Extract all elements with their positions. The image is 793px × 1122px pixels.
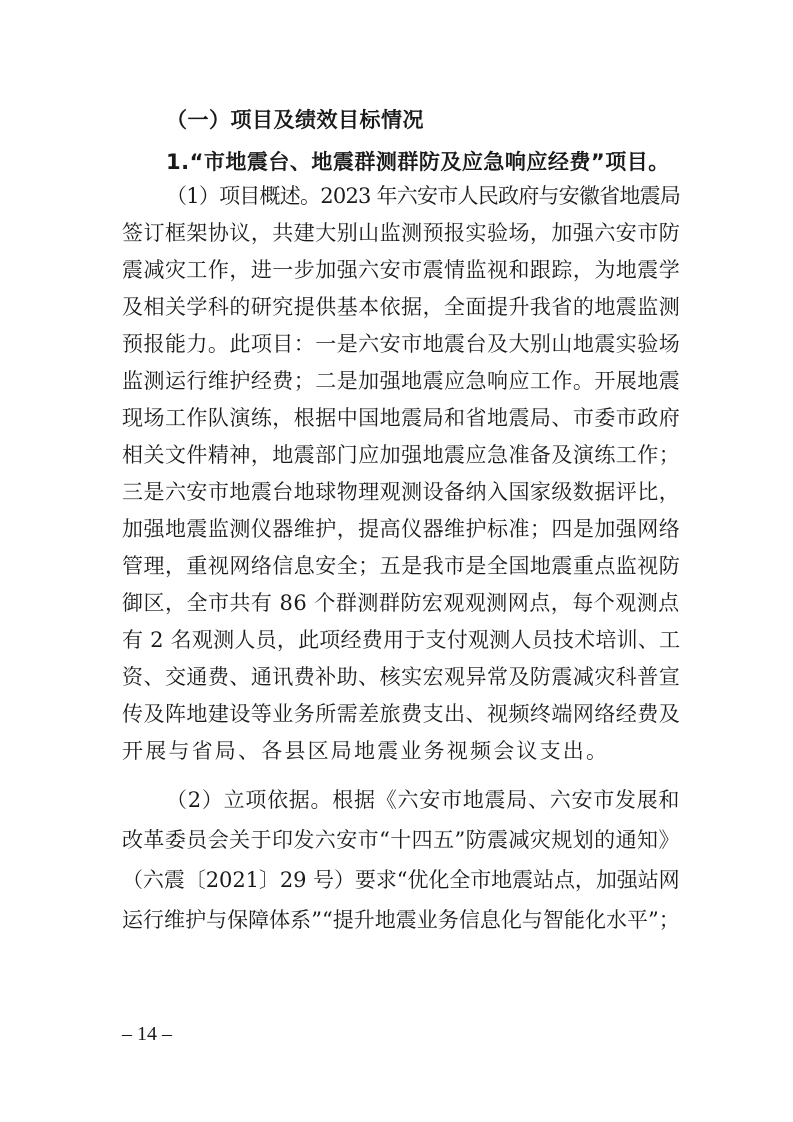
paragraph-line: 及相关学科的研究提供基本依据，全面提升我省的地震监测 (122, 295, 681, 319)
paragraph-line: 预报能力。此项目：一是六安市地震台及大别山地震实验场 (122, 332, 681, 356)
paragraph-line: （1）项目概述。2023 年六安市人民政府与安徽省地震局 (166, 184, 681, 208)
paragraph-line: 管理，重视网络信息安全；五是我市是全国地震重点监视防 (122, 554, 681, 578)
paragraph-line: 加强地震监测仪器维护，提高仪器维护标准；四是加强网络 (122, 517, 681, 541)
paragraph-line: 有 2 名观测人员，此项经费用于支付观测人员技术培训、工 (122, 628, 681, 652)
section-heading: （一）项目及绩效目标情况 (166, 108, 424, 132)
paragraph-line: 开展与省局、各县区局地震业务视频会议支出。 (122, 739, 610, 763)
paragraph-line: 相关文件精神，地震部门应加强地震应急准备及演练工作； (122, 443, 681, 467)
paragraph-line: 传及阵地建设等业务所需差旅费支出、视频终端网络经费及 (122, 702, 681, 726)
item-heading: 1.“市地震台、地震群测群防及应急响应经费”项目。 (166, 150, 670, 174)
paragraph-line: 改革委员会关于印发六安市“十四五”防震减灾规划的通知》 (122, 828, 680, 852)
paragraph-line: 运行维护与保障体系”“提升地震业务信息化与智能化水平”； (122, 908, 680, 932)
paragraph-line: （2）立项依据。根据《六安市地震局、六安市发展和 (166, 788, 681, 812)
paragraph-line: 御区，全市共有 86 个群测群防宏观观测网点，每个观测点 (122, 591, 680, 615)
paragraph-line: 三是六安市地震台地球物理观测设备纳入国家级数据评比， (122, 480, 681, 504)
paragraph-line: 资、交通费、通讯费补助、核实宏观异常及防震减灾科普宣 (122, 665, 681, 689)
paragraph-line: 现场工作队演练，根据中国地震局和省地震局、市委市政府 (122, 406, 681, 430)
page-number: – 14 – (122, 1023, 172, 1045)
paragraph-line: 监测运行维护经费；二是加强地震应急响应工作。开展地震 (122, 369, 681, 393)
paragraph-line: 签订框架协议，共建大别山监测预报实验场，加强六安市防 (122, 221, 681, 245)
paragraph-line: （六震〔2021〕29 号）要求“优化全市地震站点，加强站网 (122, 868, 680, 892)
paragraph-line: 震减灾工作，进一步加强六安市震情监视和跟踪，为地震学 (122, 258, 681, 282)
